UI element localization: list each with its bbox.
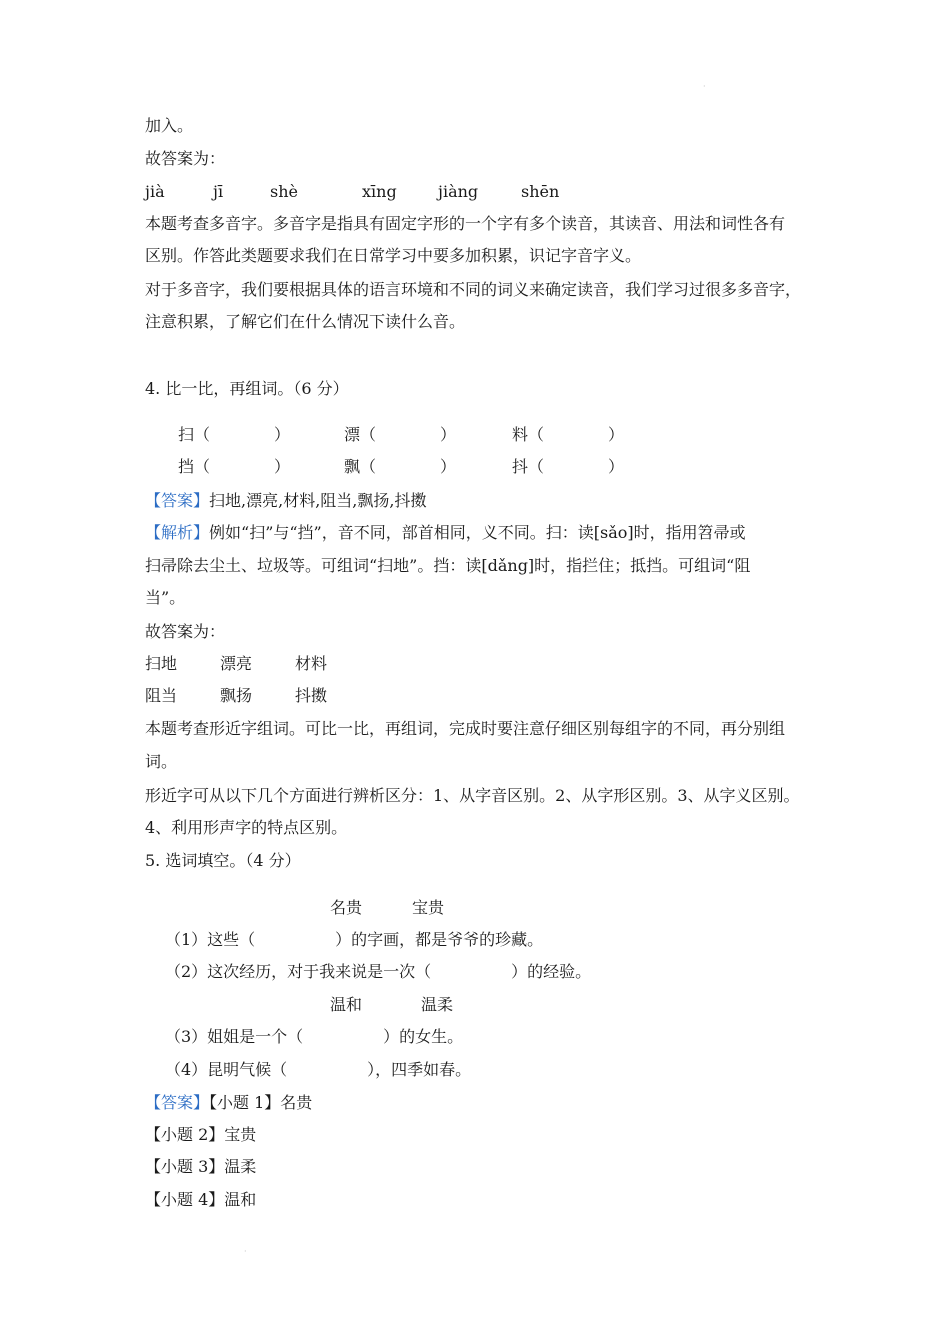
q5-answer <box>145 1092 312 1114</box>
word-choice: 温和 <box>330 995 363 1014</box>
q5-choices-2 <box>330 994 530 1016</box>
word-choice: 名贵 <box>330 898 363 917</box>
text-line: 对于多音字，我们要根据具体的语言环境和不同的词义来确定读音，我们学习过很多多音字， <box>145 280 802 299</box>
text-line: 【小题 3】温柔 <box>145 1157 257 1176</box>
pinyin-item: xīng <box>362 182 397 201</box>
text-line: 词。 <box>145 752 178 771</box>
q4-item: 扫（ ） <box>178 425 291 444</box>
word: 扫地 <box>145 654 178 673</box>
pinyin-item: jī <box>213 182 224 201</box>
q4-item: 抖（ ） <box>512 457 625 476</box>
pinyin-item: shēn <box>521 182 560 201</box>
analysis-tag: 【解析】 <box>145 523 210 542</box>
q4-row-1 <box>178 424 678 446</box>
word-choice: 温柔 <box>421 995 454 1014</box>
text-line: 本题考查多音字。多音字是指具有固定字形的一个字有多个读音，其读音、用法和词性各有 <box>145 214 786 233</box>
pinyin-row <box>145 181 645 203</box>
q5-sentence: （2）这次经历，对于我来说是一次（ ）的经验。 <box>165 962 592 981</box>
text-line: 形近字可从以下几个方面进行辨析区分：1、从字音区别。2、从字形区别。3、从字义区别。 <box>145 786 800 805</box>
q4-item: 料（ ） <box>512 425 625 444</box>
answer-tag: 【答案】 <box>145 1093 210 1112</box>
word: 飘扬 <box>220 686 253 705</box>
text-line: 区别。作答此类题要求我们在日常学习中要多加积累，识记字音字义。 <box>145 246 642 265</box>
q5-sentence: （1）这些（ ）的字画，都是爷爷的珍藏。 <box>165 930 544 949</box>
text-line: 故答案为： <box>145 149 226 168</box>
answer-text: 扫地,漂亮,材料,阻当,飘扬,抖擞 <box>209 491 427 510</box>
word: 漂亮 <box>220 654 253 673</box>
pinyin-item: shè <box>270 182 298 201</box>
word: 阻当 <box>145 686 178 705</box>
text-line: 本题考查形近字组词。可比一比，再组词，完成时要注意仔细区别每组字的不同，再分别组 <box>145 719 786 738</box>
q5-choices-1 <box>330 897 530 919</box>
text-line: 当”。 <box>145 588 186 607</box>
q5-sentence: （3）姐姐是一个（ ）的女生。 <box>165 1027 464 1046</box>
word-choice: 宝贵 <box>412 898 445 917</box>
text-line: 扫帚除去尘土、垃圾等。可组词“扫地”。挡：读[dǎng]时，指拦住；抵挡。可组词“阻 <box>145 556 751 575</box>
text-line: 注意积累，了解它们在什么情况下读什么音。 <box>145 312 466 331</box>
q4-analysis <box>145 522 746 544</box>
q4-row-2 <box>178 456 678 478</box>
text-line: 加入。 <box>145 116 194 135</box>
q4-item: 挡（ ） <box>178 457 291 476</box>
q4-item: 漂（ ） <box>344 425 457 444</box>
answer-tag: 【答案】 <box>145 491 210 510</box>
pinyin-item: jià <box>145 182 165 201</box>
pinyin-item: jiàng <box>438 182 479 201</box>
q4-words-1 <box>145 653 445 675</box>
top-dot: · <box>703 82 706 91</box>
bottom-dot: · <box>244 1247 247 1256</box>
text-line: 4、利用形声字的特点区别。 <box>145 818 348 837</box>
text-line: 【小题 4】温和 <box>145 1190 257 1209</box>
answer-text: 【小题 1】名贵 <box>209 1093 313 1112</box>
q4-answer <box>145 490 426 512</box>
question-4-title: 4. 比一比，再组词。（6 分） <box>145 379 349 398</box>
q4-item: 飘（ ） <box>344 457 457 476</box>
analysis-text: 例如“扫”与“挡”，音不同，部首相同，义不同。扫：读[sǎo]时，指用笤帚或 <box>209 523 746 542</box>
word: 抖擞 <box>295 686 328 705</box>
text-line: 【小题 2】宝贵 <box>145 1125 257 1144</box>
question-5-title: 5. 选词填空。（4 分） <box>145 851 301 870</box>
word: 材料 <box>295 654 328 673</box>
q4-words-2 <box>145 685 445 707</box>
q5-sentence: （4）昆明气候（ ），四季如春。 <box>165 1060 472 1079</box>
text-line: 故答案为： <box>145 622 226 641</box>
